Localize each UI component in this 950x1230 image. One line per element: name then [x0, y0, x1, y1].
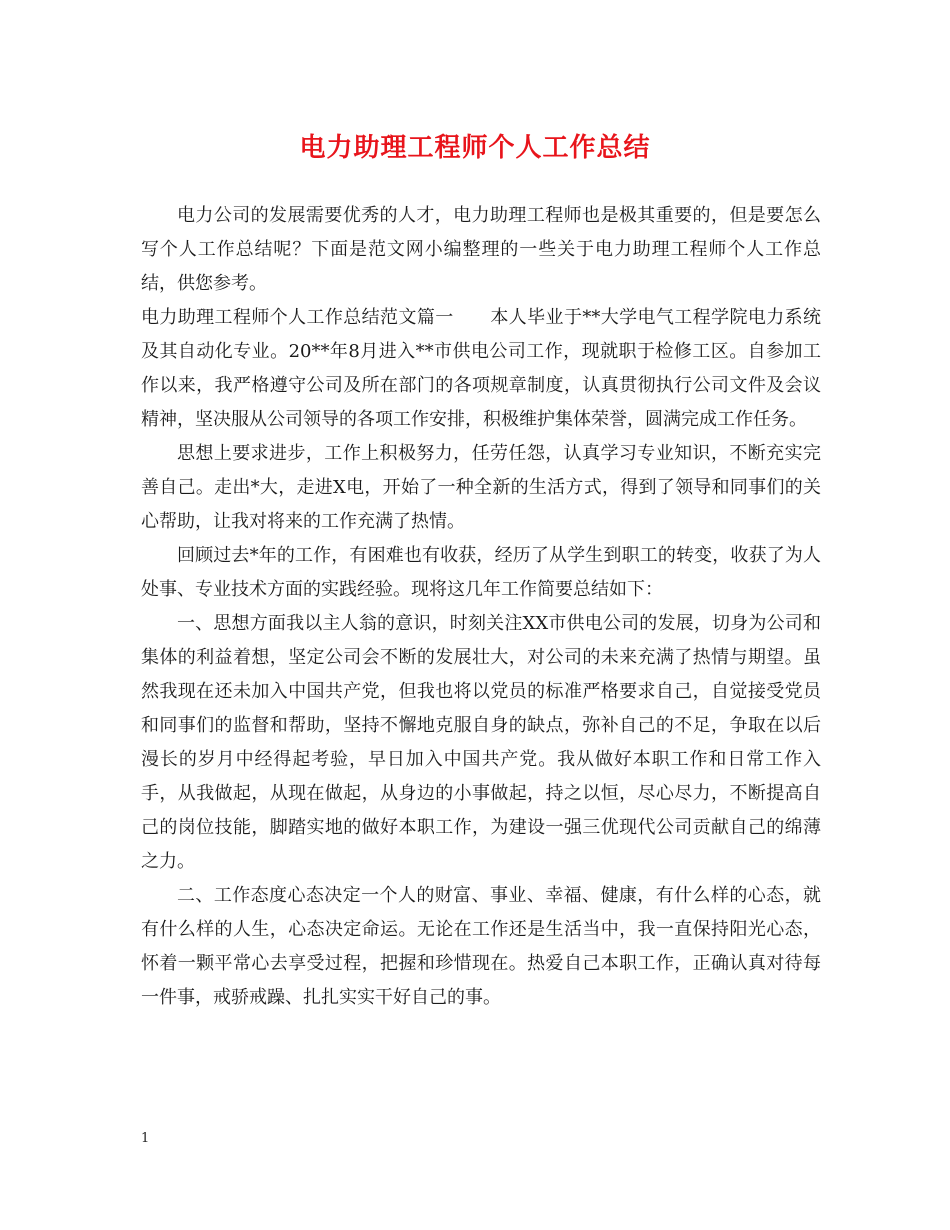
- paragraph-intro: 电力公司的发展需要优秀的人才，电力助理工程师也是极其重要的，但是要怎么写个人工作总结呢？下面是范文网小编整理的一些关于电力助理工程师个人工作总结，供您参考。: [141, 205, 821, 294]
- paragraph-attitude: 二、工作态度心态决定一个人的财富、事业、幸福、健康，有什么样的心态，就有什么样的人生，心态决定命运。无论在工作还是生活当中，我一直保持阳光心态，怀着一颗平常心去享受过程，把握和珍惜现在。热爱自己本职工作，正确认真对待每一件事，戒骄戒躁、扎扎实实干好自己的事。: [141, 885, 821, 1008]
- page-title: 电力助理工程师个人工作总结: [299, 133, 651, 163]
- paragraph-ideology: 一、思想方面我以主人翁的意识，时刻关注XX市供电公司的发展，切身为公司和集体的利益着想，坚定公司会不断的发展壮大，对公司的未来充满了热情与期望。虽然我现在还未加入中国共产党，但我也将以党员的标准严格要求自己，自觉接受党员和同事们的监督和帮助，坚持不懈地克服自身的缺点，弥补自己的不足，争取在以后漫长的岁月中经得起考验，早日加入中国共产党。我从做好本职工作和日常工作入手，从我做起，从现在做起，从身边的小事做起，持之以恒，尽心尽力，不断提高自己的岗位技能，脚踏实地的做好本职工作，为建设一强三优现代公司贡献自己的绵薄之力。: [141, 613, 821, 872]
- paragraph-review: 回顾过去*年的工作，有困难也有收获，经历了从学生到职工的转变，收获了为人处事、专业技术方面的实践经验。现将这几年工作简要总结如下：: [141, 545, 821, 600]
- paragraph-sample-one: 电力助理工程师个人工作总结范文篇一 本人毕业于**大学电气工程学院电力系统及其自动化专业。20**年8月进入**市供电公司工作，现就职于检修工区。自参加工作以来，我严格遵守公司及所在部门的各项规章制度，认真贯彻执行公司文件及会议精神，坚决服从公司领导的各项工作安排，积极维护集体荣誉，圆满完成工作任务。: [141, 307, 821, 430]
- paragraph-thinking: 思想上要求进步，工作上积极努力，任劳任怨，认真学习专业知识，不断充实完善自己。走出*大，走进X电，开始了一种全新的生活方式，得到了领导和同事们的关心帮助，让我对将来的工作充满了热情。: [141, 443, 821, 532]
- document-body: [141, 199, 821, 1015]
- page-number: 1: [141, 1131, 150, 1146]
